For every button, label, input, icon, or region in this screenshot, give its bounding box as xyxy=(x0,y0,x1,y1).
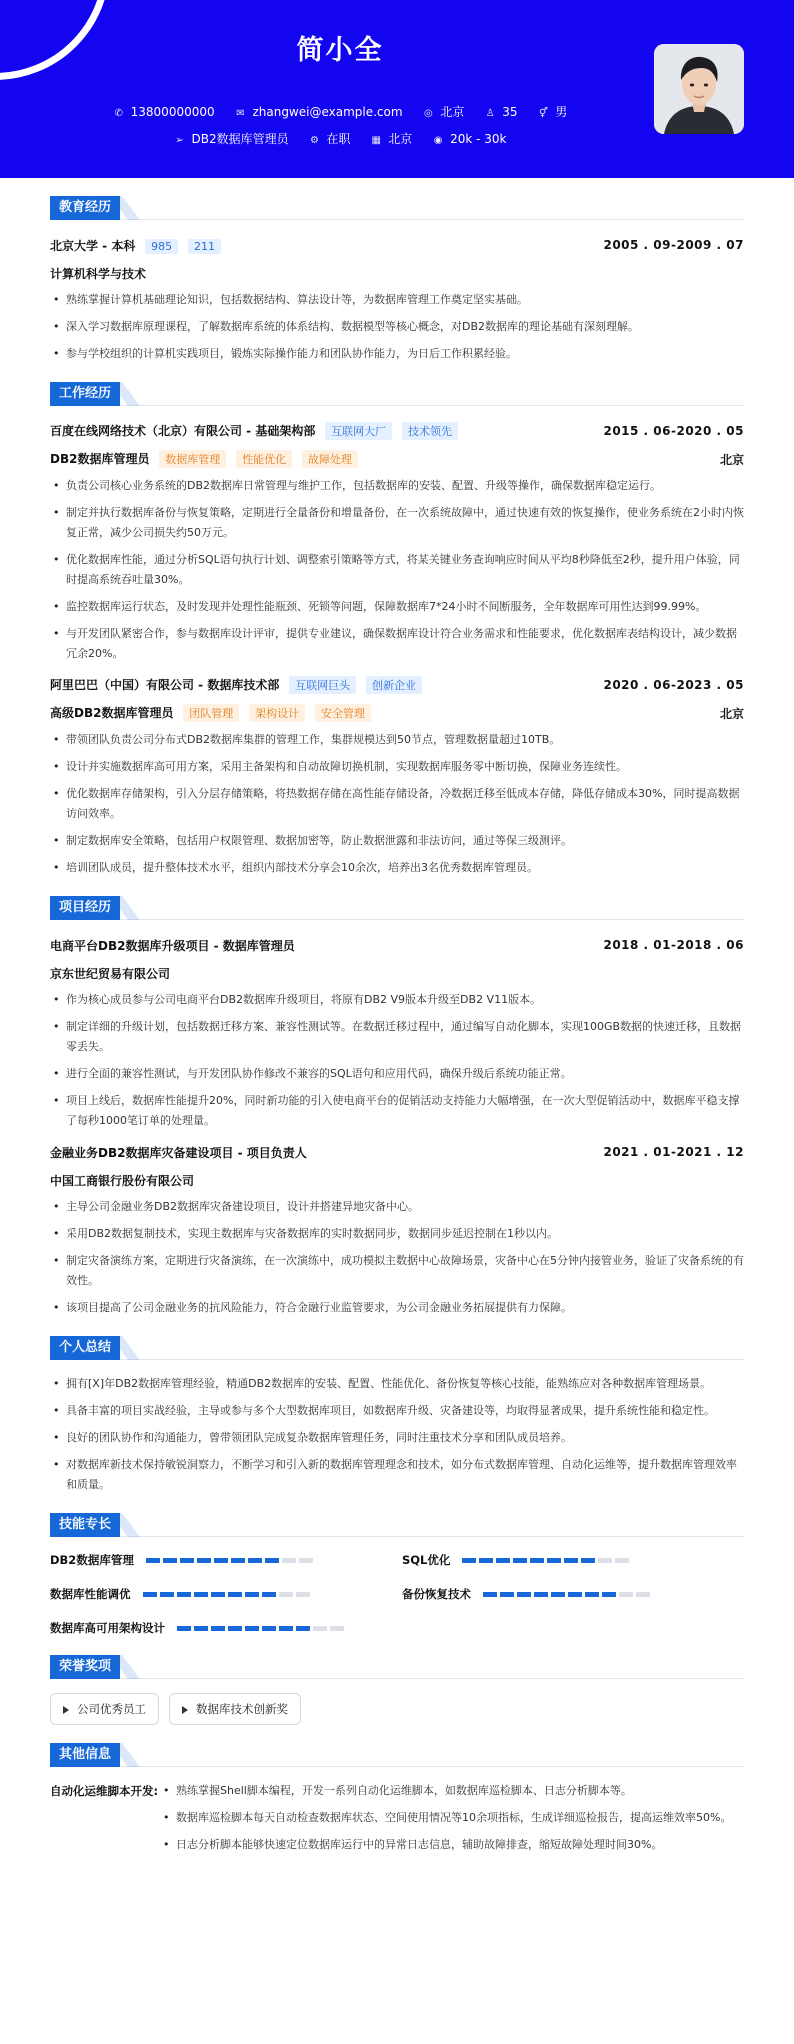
target-role-info xyxy=(173,130,288,147)
job-intent-row xyxy=(0,130,680,147)
skill-level-segment-filled xyxy=(462,1558,476,1563)
list-item: • 制定数据库安全策略，包括用户权限管理、数据加密等，防止数据泄露和非法访问，通过等保三级测评。 xyxy=(50,831,744,851)
section-header xyxy=(50,1655,744,1679)
section-header-decoration xyxy=(50,382,744,406)
project-row xyxy=(50,934,744,956)
target-city-value: 北京 xyxy=(388,132,413,146)
project-org: 京东世纪贸易有限公司 xyxy=(50,966,171,981)
project-bullets xyxy=(50,1197,744,1318)
skill-level-bar xyxy=(143,1592,310,1597)
project-org-row xyxy=(50,962,744,984)
skill-level-segment-filled xyxy=(231,1558,245,1563)
skill-level-segment-filled xyxy=(551,1592,565,1597)
list-item: • 优化数据库存储架构，引入分层存储策略，将热数据存储在高性能存储设备，冷数据迁移至低成本存储，降低存储成本30%，同时提高数据访问效率。 xyxy=(50,784,744,824)
section-header-decoration xyxy=(50,896,744,920)
email-info xyxy=(234,105,402,119)
list-item: • 制定详细的升级计划，包括数据迁移方案、兼容性测试等。在数据迁移过程中，通过编写自动化脚本，实现100GB数据的快速迁移，且数据零丢失。 xyxy=(50,1017,744,1057)
skills-section xyxy=(50,1513,744,1637)
role-name: DB2数据库管理员 xyxy=(50,452,150,466)
list-item: • 优化数据库性能，通过分析SQL语句执行计划、调整索引策略等方式，将某关键业务查询响应时间从平均8秒降低至2秒，提升用户体验，同时提高系统吞吐量30%。 xyxy=(50,550,744,590)
age-info xyxy=(484,105,517,119)
skill-level-segment-filled xyxy=(177,1626,191,1631)
section-title: 其他信息 xyxy=(50,1743,120,1767)
list-item: • 监控数据库运行状态，及时发现并处理性能瓶颈、死锁等问题，保障数据库7*24小时不间断服务，全年数据库可用性达到99.99%。 xyxy=(50,597,744,617)
role-tag: 数据库管理 xyxy=(159,450,226,468)
skill-level-segment-filled xyxy=(194,1592,208,1597)
honor-label: 公司优秀员工 xyxy=(77,1702,146,1716)
list-item: • 拥有[X]年DB2数据库管理经验，精通DB2数据库的安装、配置、性能优化、备份恢复等核心技能，能熟练应对各种数据库管理场景。 xyxy=(50,1374,744,1394)
school-tag: 985 xyxy=(145,239,178,254)
list-item: • 采用DB2数据复制技术，实现主数据库与灾备数据库的实时数据同步，数据同步延迟控制在1秒以内。 xyxy=(50,1224,744,1244)
list-item: • 带领团队负责公司分布式DB2数据库集群的管理工作，集群规模达到50节点，管理数据量超过10TB。 xyxy=(50,730,744,750)
skill-level-segment-filled xyxy=(602,1592,616,1597)
honor-badge xyxy=(169,1693,301,1725)
work-entry xyxy=(50,420,744,664)
candidate-name: 简小全 xyxy=(296,35,384,66)
company-tag: 互联网大厂 xyxy=(325,422,392,440)
project-entry xyxy=(50,934,744,1131)
skill-level-segment-filled xyxy=(180,1558,194,1563)
skill-level-bar xyxy=(146,1558,313,1563)
major-name: 计算机科学与技术 xyxy=(50,266,147,281)
section-header xyxy=(50,196,744,220)
user-icon: ♙ xyxy=(485,108,495,119)
list-item: • 制定并执行数据库备份与恢复策略，定期进行全量备份和增量备份，在一次系统故障中，通过快速有效的恢复操作，使业务系统在2小时内恢复正常，减少公司损失约50万元。 xyxy=(50,503,744,543)
skill-level-segment-empty xyxy=(282,1558,296,1563)
skill-level-segment-filled xyxy=(517,1592,531,1597)
section-title: 工作经历 xyxy=(50,382,120,406)
resume-header xyxy=(0,0,794,178)
skill-level-segment-filled xyxy=(513,1558,527,1563)
skill-level-segment-filled xyxy=(296,1626,310,1631)
project-org-row xyxy=(50,1169,744,1191)
list-item: • 与开发团队紧密合作，参与数据库设计评审，提供专业建议，确保数据库设计符合业务需求和性能要求，优化数据库表结构设计，减少数据冗余20%。 xyxy=(50,624,744,664)
skill-level-segment-empty xyxy=(296,1592,310,1597)
honors-section xyxy=(50,1655,744,1725)
projects-section xyxy=(50,896,744,1318)
role-tag: 安全管理 xyxy=(315,704,371,722)
play-icon xyxy=(63,1706,69,1714)
skill-level-segment-filled xyxy=(483,1592,497,1597)
skill-level-segment-empty xyxy=(598,1558,612,1563)
status-info xyxy=(308,130,350,147)
list-item: • 良好的团队协作和沟通能力，曾带领团队完成复杂数据库管理任务，同时注重技术分享和团队成员培养。 xyxy=(50,1428,744,1448)
skill-item xyxy=(402,1585,744,1603)
list-item: • 培训团队成员，提升整体技术水平，组织内部技术分享会10余次，培养出3名优秀数据库管理员。 xyxy=(50,858,744,878)
section-header xyxy=(50,382,744,406)
skill-item xyxy=(50,1585,402,1603)
section-header xyxy=(50,1743,744,1767)
skill-level-segment-filled xyxy=(500,1592,514,1597)
other-info-block xyxy=(50,1781,744,1862)
project-bullets xyxy=(50,990,744,1131)
gender-icon: ⚥ xyxy=(538,108,548,119)
age-value: 35 xyxy=(502,105,518,119)
phone-value: 13800000000 xyxy=(130,105,215,119)
phone-info xyxy=(113,105,215,119)
company-tag: 创新企业 xyxy=(366,676,422,694)
section-header-decoration xyxy=(50,196,744,220)
honor-label: 数据库技术创新奖 xyxy=(196,1702,288,1716)
list-item: • 该项目提高了公司金融业务的抗风险能力，符合金融行业监管要求，为公司金融业务拓展提供有力保障。 xyxy=(50,1298,744,1318)
role-row xyxy=(50,448,744,470)
skill-level-bar xyxy=(462,1558,629,1563)
summary-section xyxy=(50,1336,744,1495)
target-role-value: DB2数据库管理员 xyxy=(191,132,289,146)
section-header-decoration xyxy=(50,1336,744,1360)
skill-item xyxy=(50,1551,402,1569)
company-tag: 技术领先 xyxy=(402,422,458,440)
building-icon: ▦ xyxy=(371,135,381,146)
section-header xyxy=(50,1336,744,1360)
gender-value: 男 xyxy=(555,105,568,119)
company-row xyxy=(50,674,744,696)
skill-level-segment-filled xyxy=(496,1558,510,1563)
section-header-decoration xyxy=(50,1743,744,1767)
skill-name: SQL优化 xyxy=(402,1553,451,1567)
honors-list xyxy=(50,1693,744,1725)
project-date: 2018 . 01-2018 . 06 xyxy=(603,938,744,952)
section-title: 教育经历 xyxy=(50,196,120,220)
location-icon: ◎ xyxy=(424,108,433,119)
education-date: 2005 . 09-2009 . 07 xyxy=(603,238,744,252)
mail-icon: ✉ xyxy=(236,108,245,119)
role-tag: 架构设计 xyxy=(249,704,305,722)
skill-level-bar xyxy=(483,1592,650,1597)
section-header xyxy=(50,896,744,920)
salary-value: 20k - 30k xyxy=(450,132,507,146)
skill-level-segment-empty xyxy=(279,1592,293,1597)
education-bullets xyxy=(50,290,744,364)
skill-item xyxy=(50,1619,402,1637)
money-icon: ◉ xyxy=(433,135,443,146)
list-item: • 制定灾备演练方案，定期进行灾备演练，在一次演练中，成功模拟主数据中心故障场景，灾备中心在5分钟内接管业务，验证了灾备系统的有效性。 xyxy=(50,1251,744,1291)
section-header-decoration xyxy=(50,1655,744,1679)
skill-level-segment-filled xyxy=(581,1558,595,1563)
skill-level-segment-filled xyxy=(228,1592,242,1597)
skill-name: 数据库高可用架构设计 xyxy=(50,1621,165,1635)
phone-icon: ✆ xyxy=(114,108,123,119)
job-bullets xyxy=(50,730,744,878)
company-name: 阿里巴巴（中国）有限公司 - 数据库技术部 xyxy=(50,678,280,692)
skill-level-segment-filled xyxy=(214,1558,228,1563)
skill-level-segment-filled xyxy=(262,1592,276,1597)
job-date: 2020 . 06-2023 . 05 xyxy=(603,678,744,692)
job-city: 北京 xyxy=(719,452,744,467)
gear-icon: ⚙ xyxy=(309,135,319,146)
skill-level-segment-empty xyxy=(299,1558,313,1563)
project-entry xyxy=(50,1141,744,1318)
skill-level-segment-filled xyxy=(211,1592,225,1597)
section-title: 技能专长 xyxy=(50,1513,120,1537)
skill-item xyxy=(402,1551,744,1569)
skill-level-segment-empty xyxy=(636,1592,650,1597)
skill-level-segment-filled xyxy=(534,1592,548,1597)
project-row xyxy=(50,1141,744,1163)
project-name: 电商平台DB2数据库升级项目 - 数据库管理员 xyxy=(50,938,295,953)
list-item: • 主导公司金融业务DB2数据库灾备建设项目，设计并搭建异地灾备中心。 xyxy=(50,1197,744,1217)
skill-level-segment-filled xyxy=(228,1626,242,1631)
skill-level-bar xyxy=(177,1626,344,1631)
job-bullets xyxy=(50,476,744,664)
skill-level-segment-empty xyxy=(619,1592,633,1597)
section-header xyxy=(50,1513,744,1537)
skill-level-segment-filled xyxy=(163,1558,177,1563)
contact-row xyxy=(0,103,680,120)
role-tag: 故障处理 xyxy=(302,450,358,468)
other-bullets xyxy=(160,1781,731,1862)
section-header-decoration xyxy=(50,1513,744,1537)
job-date: 2015 . 06-2020 . 05 xyxy=(603,424,744,438)
list-item: • 负责公司核心业务系统的DB2数据库日常管理与维护工作，包括数据库的安装、配置、升级等操作，确保数据库稳定运行。 xyxy=(50,476,744,496)
list-item: • 进行全面的兼容性测试，与开发团队协作修改不兼容的SQL语句和应用代码，确保升级后系统功能正常。 xyxy=(50,1064,744,1084)
company-tag: 互联网巨头 xyxy=(289,676,356,694)
education-section xyxy=(50,196,744,364)
skill-level-segment-filled xyxy=(530,1558,544,1563)
job-city: 北京 xyxy=(719,706,744,721)
skill-level-segment-filled xyxy=(248,1558,262,1563)
skill-level-segment-filled xyxy=(564,1558,578,1563)
school-tag: 211 xyxy=(188,239,221,254)
skill-level-segment-filled xyxy=(245,1592,259,1597)
honor-badge xyxy=(50,1693,159,1725)
skill-level-segment-filled xyxy=(479,1558,493,1563)
role-row xyxy=(50,702,744,724)
summary-bullets xyxy=(50,1374,744,1495)
skill-level-segment-filled xyxy=(160,1592,174,1597)
list-item: • 设计并实施数据库高可用方案，采用主备架构和自动故障切换机制，实现数据库服务零中断切换，保障业务连续性。 xyxy=(50,757,744,777)
skill-name: 数据库性能调优 xyxy=(50,1587,131,1601)
salary-info xyxy=(432,132,506,146)
avatar xyxy=(654,44,744,134)
school-name: 北京大学 - 本科 xyxy=(50,238,136,253)
skill-level-segment-filled xyxy=(197,1558,211,1563)
section-title: 项目经历 xyxy=(50,896,120,920)
project-name: 金融业务DB2数据库灾备建设项目 - 项目负责人 xyxy=(50,1145,307,1160)
resume-content xyxy=(50,196,744,1880)
skill-name: DB2数据库管理 xyxy=(50,1553,134,1567)
role-tag: 团队管理 xyxy=(183,704,239,722)
list-item: • 深入学习数据库原理课程，了解数据库系统的体系结构、数据模型等核心概念，对DB2数据库的理论基础有深刻理解。 xyxy=(50,317,744,337)
avatar-portrait-icon xyxy=(654,44,744,134)
project-date: 2021 . 01-2021 . 12 xyxy=(603,1145,744,1159)
list-item: • 具备丰富的项目实战经验，主导或参与多个大型数据库项目，如数据库升级、灾备建设等，均取得显著成果，提升系统性能和稳定性。 xyxy=(50,1401,744,1421)
list-item: • 数据库巡检脚本每天自动检查数据库状态、空间使用情况等10余项指标，生成详细巡检报告，提高运维效率50%。 xyxy=(160,1808,731,1828)
major-row xyxy=(50,262,744,284)
skill-level-segment-filled xyxy=(568,1592,582,1597)
role-tag: 性能优化 xyxy=(236,450,292,468)
skill-level-segment-filled xyxy=(194,1626,208,1631)
education-row xyxy=(50,234,744,256)
target-city-info xyxy=(370,130,412,147)
skill-level-segment-filled xyxy=(143,1592,157,1597)
skill-level-segment-filled xyxy=(146,1558,160,1563)
list-item: • 项目上线后，数据库性能提升20%，同时新功能的引入使电商平台的促销活动支持能力大幅增强，在一次大型促销活动中，数据库平稳支撑了每秒1000笔订单的处理量。 xyxy=(50,1091,744,1131)
gender-info xyxy=(537,103,567,120)
skill-level-segment-empty xyxy=(313,1626,327,1631)
status-value: 在职 xyxy=(326,132,351,146)
skill-level-segment-filled xyxy=(262,1626,276,1631)
company-row xyxy=(50,420,744,442)
skill-level-segment-filled xyxy=(547,1558,561,1563)
skill-level-segment-filled xyxy=(177,1592,191,1597)
company-name: 百度在线网络技术（北京）有限公司 - 基础架构部 xyxy=(50,424,316,438)
work-section xyxy=(50,382,744,878)
list-item: • 参与学校组织的计算机实践项目，锻炼实际操作能力和团队协作能力，为日后工作积累经验。 xyxy=(50,344,744,364)
project-org: 中国工商银行股份有限公司 xyxy=(50,1173,195,1188)
skill-level-segment-filled xyxy=(585,1592,599,1597)
section-title: 荣誉奖项 xyxy=(50,1655,120,1679)
city-value: 北京 xyxy=(440,105,465,119)
skill-name: 备份恢复技术 xyxy=(402,1587,471,1601)
skill-level-segment-filled xyxy=(279,1626,293,1631)
skill-level-segment-filled xyxy=(245,1626,259,1631)
other-label: 自动化运维脚本开发: xyxy=(50,1784,159,1798)
skill-level-segment-empty xyxy=(330,1626,344,1631)
skill-level-segment-empty xyxy=(615,1558,629,1563)
list-item: • 对数据库新技术保持敏锐洞察力，不断学习和引入新的数据库管理理念和技术，如分布式数据库管理、自动化运维等，提升数据库管理效率和质量。 xyxy=(50,1455,744,1495)
send-icon: ➢ xyxy=(175,135,184,146)
section-title: 个人总结 xyxy=(50,1336,120,1360)
skills-grid xyxy=(50,1551,744,1637)
work-entry xyxy=(50,674,744,878)
other-section xyxy=(50,1743,744,1862)
skill-level-segment-filled xyxy=(211,1626,225,1631)
play-icon xyxy=(182,1706,188,1714)
list-item: • 日志分析脚本能够快速定位数据库运行中的异常日志信息，辅助故障排查，缩短故障处理时间30%。 xyxy=(160,1835,731,1855)
city-info xyxy=(422,103,464,120)
list-item: • 熟练掌握计算机基础理论知识，包括数据结构、算法设计等，为数据库管理工作奠定坚实基础。 xyxy=(50,290,744,310)
list-item: • 熟练掌握Shell脚本编程，开发一系列自动化运维脚本，如数据库巡检脚本、日志分析脚本等。 xyxy=(160,1781,731,1801)
list-item: • 作为核心成员参与公司电商平台DB2数据库升级项目，将原有DB2 V9版本升级至DB2 V11版本。 xyxy=(50,990,744,1010)
skill-level-segment-filled xyxy=(265,1558,279,1563)
role-name: 高级DB2数据库管理员 xyxy=(50,706,174,720)
email-value: zhangwei@example.com xyxy=(252,105,403,119)
